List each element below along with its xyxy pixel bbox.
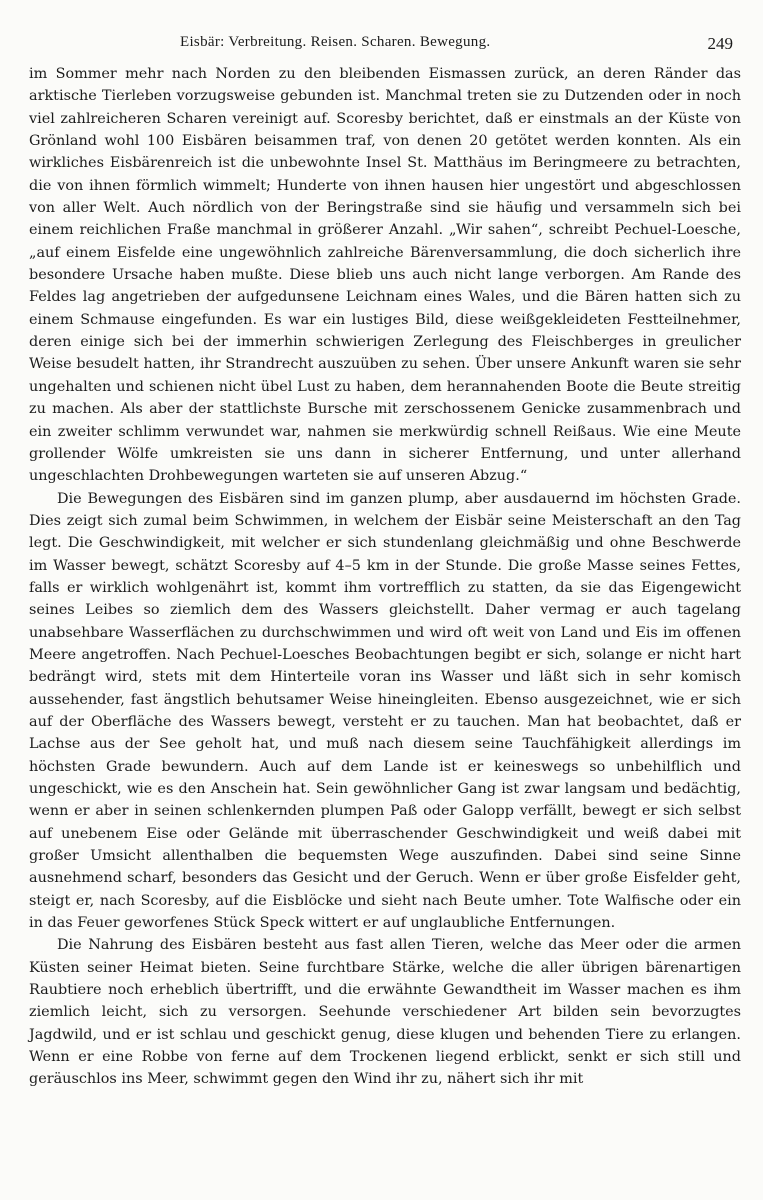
page-number: 249 (707, 34, 733, 53)
paragraph-food: Die Nahrung des Eisbären besteht aus fast allen Tieren, welche das Meer oder die armen Küsten seiner Heimat bieten. Seine furchtbare Stärke, welche die aller übrigen bärenartigen Raubtiere noch erheblich übertrifft, und die erwähnte Gewandtheit im Wasser machen es ihm ziemlich leicht, sich zu versorgen. Seehunde verschiedener Art bilden sein bevorzugtes Jagdwild, und er ist schlau und geschickt genug, diese klugen und behenden Tiere zu erlangen. Wenn er eine Robbe von ferne auf dem Trockenen liegend erblickt, senkt er sich still und geräuschlos ins Meer, schwimmt gegen den Wind ihr zu, nähert sich ihr mit (29, 937, 741, 1088)
page-body (29, 63, 741, 1091)
running-title: Eisbär: Verbreitung. Reisen. Scharen. Bewegung. (180, 34, 491, 50)
paragraph-continued: im Sommer mehr nach Norden zu den bleibenden Eismassen zurück, an deren Ränder das arktische Tierleben vorzugsweise gebunden ist. Manchmal treten sie zu Dutzenden oder in noch viel zahlreicheren Scharen vereinigt auf. Scoresby berichtet, daß er einstmals an der Küste von Grönland wohl 100 Eisbären beisammen traf, von denen 20 getötet werden konnten. Als ein wirkliches Eisbärenreich ist die unbewohnte Insel St. Matthäus im Beringmeere zu betrachten, die von ihnen förmlich wimmelt; Hunderte von ihnen hausen hier ungestört und abgeschlossen von aller Welt. Auch nördlich von der Beringstraße sind sie häufig und versammeln sich bei einem reichlichen Fraße manchmal in größerer Anzahl. „Wir sahen“, schreibt Pechuel-Loesche, „auf einem Eisfelde eine ungewöhnlich zahlreiche Bärenversammlung, die doch sicherlich ihre besondere Ursache haben mußte. Diese blieb uns auch nicht lange verborgen. Am Rande des Feldes lag angetrieben der aufgedunsene Leichnam eines Wales, und die Bären hatten sich zu einem Schmause eingefunden. Es war ein lustiges Bild, diese weißgekleideten Festteilnehmer, deren einige sich bei der immerhin schwierigen Zerlegung des Fleischberges in greulicher Weise besudelt hatten, ihr Strandrecht auszuüben zu sehen. Über unsere Ankunft waren sie sehr ungehalten und schienen nicht übel Lust zu haben, dem herannahenden Boote die Beute streitig zu machen. Als aber der stattlichste Bursche mit zerschossenem Genicke zusammenbrach und ein zweiter schlimm verwundet war, nahmen sie merkwürdig schnell Reißaus. Wie eine Meute grollender Wölfe umkreisten sie uns dann in sicherer Entfernung, und unter allerhand ungeschlachten Drohbewegungen warteten sie auf unseren Abzug.“ (29, 66, 741, 485)
paragraph-movement: Die Bewegungen des Eisbären sind im ganzen plump, aber ausdauernd im höchsten Grade. Dies zeigt sich zumal beim Schwimmen, in welchem der Eisbär seine Meisterschaft an den Tag legt. Die Geschwindigkeit, mit welcher er sich stundenlang gleichmäßig und ohne Beschwerde im Wasser bewegt, schätzt Scoresby auf 4–5 km in der Stunde. Die große Masse seines Fettes, falls er wirklich wohlgenährt ist, kommt ihm vortrefflich zu statten, da sie das Eigengewicht seines Leibes so ziemlich dem des Wassers gleichstellt. Daher vermag er auch tagelang unabsehbare Wasserflächen zu durchschwimmen und wird oft weit von Land und Eis im offenen Meere angetroffen. Nach Pechuel-Loesches Beobachtungen begibt er sich, solange er nicht hart bedrängt wird, stets mit dem Hinterteile voran ins Wasser und läßt sich in sehr komisch aussehender, fast ängstlich behutsamer Weise hineingleiten. Ebenso ausgezeichnet, wie er sich auf der Oberfläche des Wassers bewegt, versteht er zu tauchen. Man hat beobachtet, daß er Lachse aus der See geholt hat, und muß nach diesem seine Tauchfähigkeit allerdings im höchsten Grade bewundern. Auch auf dem Lande ist er keineswegs so unbehilflich und ungeschickt, wie es den Anschein hat. Sein gewöhnlicher Gang ist zwar langsam und bedächtig, wenn er aber in seinen schlenkernden plumpen Paß oder Galopp verfällt, bewegt er sich selbst auf unebenem Eise oder Gelände mit überraschender Geschwindigkeit und weiß dabei mit großer Umsicht allenthalben die bequemsten Wege auszufinden. Dabei sind seine Sinne ausnehmend scharf, besonders das Gesicht und der Geruch. Wenn er über große Eisfelder geht, steigt er, nach Scoresby, auf die Eisblöcke und sieht nach Beute umher. Tote Walfische oder ein in das Feuer geworfenes Stück Speck wittert er auf unglaubliche Entfernungen. (29, 490, 741, 932)
